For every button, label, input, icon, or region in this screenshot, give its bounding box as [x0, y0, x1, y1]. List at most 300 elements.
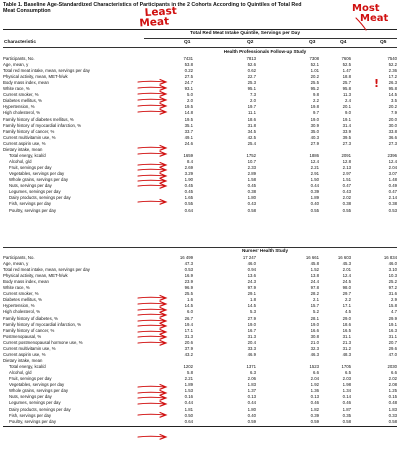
cell-q4: 31.1 — [342, 333, 351, 339]
row-label: White race, % — [3, 86, 30, 91]
span-header-rule — [144, 38, 397, 39]
cell-q4: 16.5 — [342, 327, 351, 333]
cell-q3: 0.59 — [310, 418, 319, 424]
row-label: White race, % — [3, 285, 30, 290]
cell-q1: 19.5 — [184, 116, 193, 122]
cell-q5: 27.3 — [388, 140, 397, 146]
cell-q4: 18.6 — [342, 321, 351, 327]
row-label: Dairy products, servings per day — [9, 195, 71, 201]
cell-q2: 2.0 — [250, 98, 256, 104]
cell-q2: 6.3 — [250, 369, 256, 375]
cell-q3: 0.39 — [310, 189, 319, 195]
cell-q5: 2030 — [387, 363, 397, 369]
cell-q3: 5.2 — [313, 309, 319, 315]
cell-q4: 6.5 — [345, 369, 351, 375]
cell-q2: 0.38 — [247, 189, 256, 195]
table-row — [3, 201, 397, 207]
cell-q2: 1.37 — [247, 388, 256, 394]
cell-q3: 95.2 — [310, 86, 319, 91]
cell-q5: 1.48 — [388, 177, 397, 182]
table-row — [3, 267, 397, 273]
cell-q2: 1.80 — [247, 195, 256, 201]
cell-q5: 3.10 — [388, 266, 397, 272]
cell-q2: 1752 — [246, 152, 256, 158]
cell-q5: 2.9 — [391, 297, 397, 303]
cell-q3: 1.01 — [310, 67, 319, 73]
table-row — [3, 195, 397, 201]
cell-q1: 6.0 — [187, 309, 193, 315]
cell-q2: 0.13 — [247, 394, 256, 400]
table-row — [3, 129, 397, 135]
cell-q3: 0.13 — [310, 394, 319, 400]
cell-q3: 52.1 — [310, 61, 319, 67]
cell-q1: 24.6 — [184, 140, 193, 146]
cell-q2: 0.40 — [247, 412, 256, 418]
table-row — [3, 261, 397, 267]
cell-q5: 15.8 — [388, 303, 397, 309]
cell-q1: 1.65 — [184, 195, 193, 201]
cell-q5: 0.53 — [388, 207, 397, 213]
cell-q2: 2.89 — [247, 170, 256, 176]
cell-q5: 20.7 — [388, 339, 397, 345]
least-annotation-line2: Meat — [138, 15, 170, 30]
cell-q1: 16.9 — [184, 272, 193, 278]
cell-q3: 97.8 — [310, 285, 319, 290]
cell-q3: 32.3 — [310, 346, 319, 351]
row-label: Legumes, servings per day — [9, 189, 61, 195]
cell-q3: 35.0 — [310, 128, 319, 134]
cell-q4: 2.03 — [342, 376, 351, 381]
row-label: Participants, No. — [3, 254, 35, 260]
cell-q5: 36.6 — [388, 134, 397, 140]
cell-q1: 1.81 — [184, 406, 193, 412]
cell-q5: 2396 — [387, 152, 397, 158]
row-label: Dietary intake, mean — [3, 358, 43, 364]
cell-q1: 0.53 — [184, 266, 193, 272]
cell-q4: 21.3 — [342, 339, 351, 345]
table-row — [3, 159, 397, 165]
cell-q4: 39.5 — [342, 134, 351, 140]
cell-q2: 31.8 — [247, 122, 256, 128]
row-label: Alcohol, g/d — [9, 369, 32, 375]
cell-q4: 4.5 — [345, 309, 351, 315]
cell-q3: 1.82 — [310, 406, 319, 412]
cell-q3: 2.2 — [313, 98, 319, 104]
cell-q4: 1.51 — [342, 177, 351, 182]
least-annotation-line1: Least — [144, 4, 178, 20]
table-row — [3, 165, 397, 171]
table-row — [3, 407, 397, 413]
cell-q1: 17.1 — [184, 327, 193, 333]
cell-q3: 40.3 — [310, 134, 319, 140]
row-label: Nuts, servings per day — [9, 183, 52, 189]
table-row — [3, 334, 397, 340]
section-title: Nurses' Health Study — [241, 248, 289, 253]
cell-q3: 1523 — [309, 363, 319, 369]
cell-q1: 0.45 — [184, 183, 193, 189]
table-row — [3, 104, 397, 110]
row-label: Body mass index, mean — [3, 278, 49, 284]
cell-q4: 2091 — [341, 152, 351, 158]
cell-q5: 7540 — [387, 55, 397, 61]
cell-q3: 1.52 — [310, 266, 319, 272]
cell-q5: 30.0 — [388, 122, 397, 128]
cell-q1: 0.64 — [184, 207, 193, 213]
row-label: Poultry, servings per day — [9, 418, 56, 424]
cell-q2: 19.7 — [247, 104, 256, 110]
table-row — [3, 316, 397, 322]
table-top-rule — [3, 29, 397, 30]
cell-q4: 1.47 — [342, 67, 351, 73]
cell-q2: 0.45 — [247, 183, 256, 189]
cell-q1: 7431 — [183, 55, 193, 61]
cell-q2: 0.44 — [247, 400, 256, 406]
cell-q2: 17 247 — [242, 254, 256, 260]
cell-q3: 2.1 — [313, 297, 319, 303]
cell-q2: 33.3 — [247, 346, 256, 351]
cell-q2: 29.1 — [247, 291, 256, 297]
cell-q3: 1886 — [309, 152, 319, 158]
cell-q5: 1.83 — [388, 406, 397, 412]
cell-q1: 96.9 — [184, 285, 193, 290]
cell-q3: 16.6 — [310, 327, 319, 333]
cell-q1: 1659 — [183, 152, 193, 158]
row-label: Physical activity, mean, MET-h/wk — [3, 272, 68, 278]
row-label: Fish, servings per day — [9, 201, 52, 207]
cell-q1: 33.7 — [184, 128, 193, 134]
table-row — [3, 117, 397, 123]
cell-q3: 2.21 — [310, 164, 319, 170]
table-row — [3, 141, 397, 147]
cell-q5: 0.48 — [388, 400, 397, 406]
cell-q4: 0.47 — [342, 183, 351, 189]
cell-q5: 47.0 — [388, 352, 397, 358]
row-label: Age, mean, y — [3, 260, 29, 266]
row-label: Family history of diabetes mellitus, % — [3, 116, 74, 122]
cell-q3: 1.50 — [310, 177, 319, 182]
cell-q1: 2.69 — [184, 164, 193, 170]
cell-q1: 0.64 — [184, 418, 193, 424]
table-row — [3, 394, 397, 400]
cell-q5: 4.7 — [391, 309, 397, 315]
cell-q3: 0.44 — [310, 183, 319, 189]
row-label: Family history of myocardial infarction, % — [3, 122, 82, 128]
cell-q5: 3.07 — [388, 170, 397, 176]
cell-q5: 2.36 — [388, 67, 397, 73]
cell-q5: 26.3 — [388, 79, 397, 85]
cell-q4: 45.3 — [342, 260, 351, 266]
row-label: Total red meat intake, mean, servings per day — [3, 67, 90, 73]
cell-q5: 31.6 — [388, 291, 397, 297]
cell-q2: 34.5 — [247, 128, 256, 134]
cell-q1: 35.1 — [184, 122, 193, 128]
cell-q2: 1.83 — [247, 382, 256, 388]
cell-q4: 17.1 — [342, 303, 351, 309]
cell-q5: 0.58 — [388, 418, 397, 424]
cell-q4: 0.58 — [342, 418, 351, 424]
table-row — [3, 285, 397, 291]
cell-q5: 95.8 — [388, 86, 397, 91]
row-label: High cholesterol, % — [3, 309, 41, 315]
cell-q3: 28.2 — [310, 291, 319, 297]
quintile-header-q5: Q5 — [380, 40, 387, 45]
table-row — [3, 255, 397, 261]
cell-q2: 42.5 — [247, 134, 256, 140]
cell-q4: 7606 — [341, 55, 351, 61]
cell-q3: 30.8 — [310, 333, 319, 339]
cell-q2: 46.0 — [247, 260, 256, 266]
table-title: Table 1. Baseline Age-Standardized Characteristics of Participants in the 2 Cohorts According to Quintiles of Total Red Meat Consumption — [3, 2, 302, 15]
table-row — [3, 208, 397, 214]
cell-q3: 30.9 — [310, 122, 319, 128]
table-bottom-rule — [3, 426, 397, 427]
cell-q5: 0.47 — [388, 189, 397, 195]
cell-q4: 1.98 — [342, 382, 351, 388]
cell-q3: 1.92 — [310, 382, 319, 388]
table-row — [3, 98, 397, 104]
row-label: Nuts, servings per day — [9, 394, 52, 400]
cell-q2: 2.06 — [247, 376, 256, 381]
cell-q4: 2.97 — [342, 170, 351, 176]
cell-q4: 11.3 — [342, 92, 351, 98]
cell-q2: 19.0 — [247, 321, 256, 327]
row-label: High cholesterol, % — [3, 110, 41, 116]
most-meat-annotation — [352, 4, 388, 24]
cell-q5: 97.2 — [388, 285, 397, 290]
cell-q3: 0.40 — [310, 201, 319, 207]
cell-q5: 25.2 — [388, 278, 397, 284]
exclamation-annotation: ! — [374, 77, 380, 90]
table-row — [3, 273, 397, 279]
cell-q2: 31.3 — [247, 333, 256, 339]
table-row — [3, 364, 397, 370]
cell-q1: 5.8 — [187, 369, 193, 375]
cell-q4: 16 603 — [337, 254, 351, 260]
row-label: Family history of cancer, % — [3, 327, 55, 333]
table-row — [3, 303, 397, 309]
cell-q2: 5.3 — [250, 309, 256, 315]
cell-q1: 49.1 — [184, 134, 193, 140]
cell-q3: 28.1 — [310, 315, 319, 321]
row-label: Age, mean, y — [3, 61, 29, 67]
cell-q2: 46.9 — [247, 352, 256, 358]
cell-q5: 31.1 — [388, 333, 397, 339]
cell-q4: 2.13 — [342, 164, 351, 170]
cell-q2: 13.6 — [247, 272, 256, 278]
cell-q1: 19.5 — [184, 104, 193, 110]
cell-q5: 0.49 — [388, 183, 397, 189]
cell-q5: 10.3 — [388, 272, 397, 278]
cell-q1: 19.4 — [184, 321, 193, 327]
cell-q4: 12.8 — [342, 158, 351, 164]
cell-q1: 0.55 — [184, 201, 193, 207]
row-label: Family history of diabetes, % — [3, 315, 58, 321]
cell-q4: 98.0 — [342, 285, 351, 290]
table-row — [3, 309, 397, 315]
cell-q4: 48.3 — [342, 352, 351, 358]
table-row — [3, 322, 397, 328]
cell-q5: 14.5 — [388, 92, 397, 98]
cell-q1: 24.7 — [184, 79, 193, 85]
row-label: Hypertension, % — [3, 104, 35, 110]
table-row — [3, 92, 397, 98]
cell-q1: 16 499 — [179, 254, 193, 260]
table-row — [3, 291, 397, 297]
row-label: Whole grains, servings per day — [9, 388, 68, 394]
header-bottom-rule — [3, 47, 397, 48]
cell-q4: 1705 — [341, 363, 351, 369]
cell-q4: 95.8 — [342, 86, 351, 91]
cell-q4: 2.4 — [345, 98, 351, 104]
cell-q5: 2.04 — [388, 164, 397, 170]
cell-q2: 0.58 — [247, 207, 256, 213]
cell-q2: 7813 — [246, 55, 256, 61]
table-row — [3, 153, 397, 159]
cell-q2: 1.8 — [250, 297, 256, 303]
row-label: Current aspirin use, % — [3, 352, 46, 358]
table-row — [3, 340, 397, 346]
cell-q4: 25.7 — [342, 79, 351, 85]
cell-q2: 1371 — [246, 363, 256, 369]
cell-q1: 3.29 — [184, 170, 193, 176]
table-row — [3, 56, 397, 62]
row-label: Current smoker, % — [3, 291, 39, 297]
row-label: Total energy, kcal/d — [9, 152, 46, 158]
cell-q5: 20.0 — [388, 116, 397, 122]
row-label: Postmenopausal, % — [3, 333, 42, 339]
cell-q3: 24.4 — [310, 278, 319, 284]
row-label: Legumes, servings per day — [9, 400, 61, 406]
cell-q4: 0.14 — [342, 394, 351, 400]
cell-q4: 29.0 — [342, 315, 351, 321]
section-title: Health Professionals Follow-up Study — [223, 49, 307, 54]
row-label: Diabetes mellitus, % — [3, 297, 42, 303]
cell-q3: 9.8 — [313, 92, 319, 98]
cell-q1: 27.5 — [184, 73, 193, 79]
cell-q2: 1.80 — [247, 406, 256, 412]
quintile-header-q1: Q1 — [184, 40, 191, 45]
cell-q4: 2.2 — [345, 297, 351, 303]
cell-q2: 27.9 — [247, 315, 256, 321]
cell-q4: 0.46 — [342, 400, 351, 406]
cell-q2: 95.1 — [247, 86, 256, 91]
cell-q4: 9.0 — [345, 110, 351, 116]
cell-q1: 53.8 — [184, 61, 193, 67]
cell-q5: 20.2 — [388, 104, 397, 110]
cell-q3: 16 661 — [305, 254, 319, 260]
cell-q4: 24.5 — [342, 278, 351, 284]
cell-q1: 1.6 — [187, 297, 193, 303]
row-label: Vegetables, servings per day — [9, 382, 65, 388]
cell-q4: 33.9 — [342, 128, 351, 134]
cell-q3: 25.5 — [310, 79, 319, 85]
cell-q5: 29.6 — [388, 346, 397, 351]
cell-q2: 2.33 — [247, 164, 256, 170]
cell-q1: 1.89 — [184, 382, 193, 388]
row-label: Dairy products, servings per day — [9, 406, 71, 412]
cell-q2: 1.58 — [247, 177, 256, 182]
cell-q1: 1202 — [183, 363, 193, 369]
row-label: Whole grains, servings per day — [9, 177, 68, 182]
cell-q4: 0.43 — [342, 189, 351, 195]
cell-q5: 6.6 — [391, 369, 397, 375]
row-label: Current multivitamin use, % — [3, 346, 56, 351]
cell-q3: 7308 — [309, 55, 319, 61]
cell-q1: 0.22 — [184, 67, 193, 73]
row-label: Hypertension, % — [3, 303, 35, 309]
cell-q4: 31.2 — [342, 346, 351, 351]
cell-q1: 47.3 — [184, 260, 193, 266]
cell-q2: 0.43 — [247, 201, 256, 207]
cell-q1: 5.0 — [187, 92, 193, 98]
cell-q4: 27.3 — [342, 140, 351, 146]
cell-q4: 0.55 — [342, 207, 351, 213]
cell-q3: 12.4 — [310, 158, 319, 164]
cell-q5: 0.38 — [388, 201, 397, 207]
cell-q3: 19.0 — [310, 321, 319, 327]
cell-q5: 46.0 — [388, 260, 397, 266]
table-row — [3, 419, 397, 425]
table-row — [3, 135, 397, 141]
row-label: Total energy, kcal/d — [9, 363, 46, 369]
table-row — [3, 189, 397, 195]
cell-q2: 16.7 — [247, 327, 256, 333]
cell-q1: 26.7 — [184, 315, 193, 321]
cell-q5: 17.2 — [388, 73, 397, 79]
cell-q5: 33.8 — [388, 128, 397, 134]
least-meat-annotation — [138, 4, 178, 30]
cell-q1: 37.9 — [184, 346, 193, 351]
row-label: Family history of myocardial infarction, % — [3, 321, 82, 327]
cell-q2: 20.4 — [247, 339, 256, 345]
table-row — [3, 86, 397, 92]
table-row — [3, 382, 397, 388]
cell-q4: 31.4 — [342, 122, 351, 128]
cell-q2: 0.94 — [247, 266, 256, 272]
cell-q1: 43.2 — [184, 352, 193, 358]
table-row — [3, 297, 397, 303]
cell-q3: 19.0 — [310, 116, 319, 122]
cell-q1: 14.5 — [184, 303, 193, 309]
cell-q5: 7.9 — [391, 110, 397, 116]
red-arrow-mark — [138, 435, 166, 440]
cell-q3: 1.36 — [310, 388, 319, 394]
quintile-header-q4: Q4 — [340, 40, 347, 45]
row-label: Current smoker, % — [3, 92, 39, 98]
cell-q3: 46.3 — [310, 352, 319, 358]
row-label: Body mass index, mean — [3, 79, 49, 85]
cell-q3: 2.04 — [310, 376, 319, 381]
cell-q3: 20.2 — [310, 73, 319, 79]
row-label: Current multivitamin use, % — [3, 134, 56, 140]
cell-q1: 8.4 — [187, 158, 193, 164]
cell-q1: 23.9 — [184, 278, 193, 284]
most-annotation-line1: Most — [352, 3, 380, 14]
cell-q2: 10.7 — [247, 158, 256, 164]
cell-q1: 93.1 — [184, 86, 193, 91]
table-row — [3, 68, 397, 74]
table-row — [3, 328, 397, 334]
table-row — [3, 62, 397, 68]
quintile-span-header: Total Red Meat Intake Quintile, Servings per Day — [190, 31, 301, 36]
cell-q3: 27.9 — [310, 140, 319, 146]
cell-q4: 0.35 — [342, 412, 351, 418]
cell-q5: 2.02 — [388, 376, 397, 381]
cell-q1: 31.3 — [184, 333, 193, 339]
cell-q2: 0.59 — [247, 418, 256, 424]
cell-q3: 0.46 — [310, 400, 319, 406]
cell-q3: 19.8 — [310, 104, 319, 110]
